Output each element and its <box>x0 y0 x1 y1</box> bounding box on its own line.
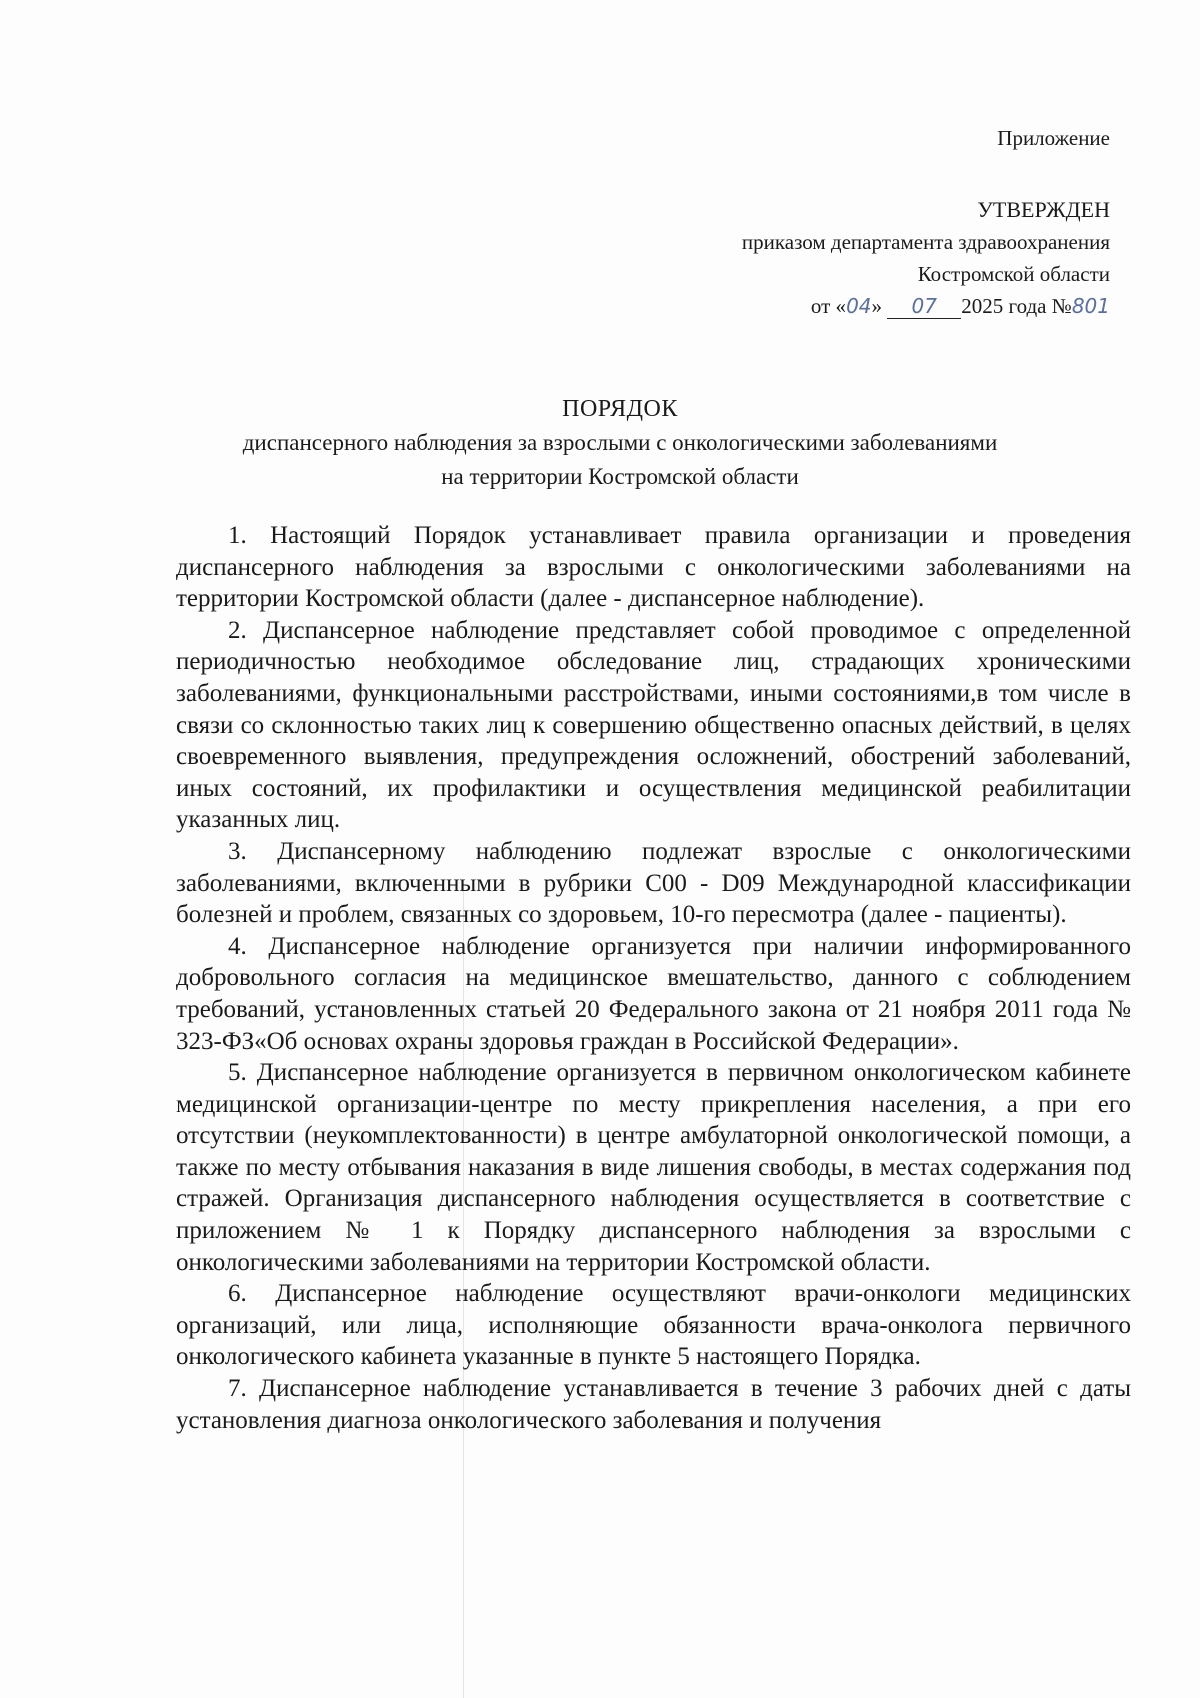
paragraph-2: 2. Диспансерное наблюдение представляет собой проводимое с определенной периодичностью необходимое обследование лиц, страдающих хроническими заболеваниями, функциональными расстройствами, иными состояниями,в том числе в связи со склонностью таких лиц к совершению общественно опасных действий, в целях своевременного выявления, предупреждения осложнений, обострений заболеваний, иных состояний, их профилактики и осуществления медицинской реабилитации указанных лиц. <box>176 616 1131 834</box>
date-month-field <box>887 294 961 319</box>
title-subtitle-line1: диспансерного наблюдения за взрослыми с онкологическими заболеваниями <box>242 430 998 455</box>
approved-label: УТВЕРЖДЕН <box>977 197 1110 222</box>
date-prefix: от « <box>810 294 847 318</box>
paragraph-1: 1. Настоящий Порядок устанавливает правила организации и проведения диспансерного наблюдения за взрослыми с онкологическими заболеваниями на территории Костромской области (далее - диспансерное наблюдение). <box>176 522 1131 613</box>
approval-header <box>742 122 1110 322</box>
paragraph-3: 3. Диспансерному наблюдению подлежат взрослые с онкологическими заболеваниями, включенными в рубрики С00 - D09 Международной классификации болезней и проблем, связанных со здоровьем, 10-го пересмотра (далее - пациенты). <box>176 837 1131 929</box>
paragraph-6: 6. Диспансерное наблюдение осуществляют врачи-онкологи медицинских организаций, или лица, исполняющие обязанности врача-онколога первичного онкологического кабинета указанные в пункте 5 настоящего Порядка. <box>176 1280 1131 1371</box>
date-day-handwritten: 04 <box>846 294 872 318</box>
title-main: ПОРЯДОК <box>562 396 678 422</box>
order-region-line: Костромской области <box>917 262 1110 286</box>
document-title <box>160 392 1080 494</box>
number-sign: № <box>1051 294 1072 318</box>
appendix-label: Приложение <box>997 126 1110 150</box>
date-year: 2025 года <box>961 294 1047 318</box>
order-number-handwritten: 801 <box>1071 294 1110 318</box>
date-mid: » <box>871 294 883 318</box>
title-subtitle-line2: на территории Костромской области <box>441 464 799 489</box>
paragraph-7: 7. Диспансерное наблюдение устанавливается в течение 3 рабочих дней с даты установления диагноза онкологического заболевания и получения <box>176 1375 1131 1434</box>
document-body <box>176 520 1131 1436</box>
paragraph-4: 4. Диспансерное наблюдение организуется при наличии информированного добровольного согласия на медицинское вмешательство, данного с соблюдением требований, установленных статьей 20 Федерального закона от 21 ноября 2011 года № 323-ФЗ«Об основах охраны здоровья граждан в Российской Федерации». <box>176 932 1131 1055</box>
order-date-line <box>742 290 1110 322</box>
paragraph-5: 5. Диспансерное наблюдение организуется в первичном онкологическом кабинете медицинской организации-центре по месту прикрепления населения, а при его отсутствии (неукомплектованности) в центре амбулаторной онкологической помощи, а также по месту отбывания наказания в виде лишения свободы, в местах содержания под стражей. Организация диспансерного наблюдения осуществляется в соответствие с приложением № 1 к Порядку диспансерного наблюдения за взрослыми с онкологическими заболеваниями на территории Костромской области. <box>176 1059 1131 1276</box>
date-month-handwritten: 07 <box>911 294 937 318</box>
order-authority-line: приказом департамента здравоохранения <box>741 230 1110 254</box>
